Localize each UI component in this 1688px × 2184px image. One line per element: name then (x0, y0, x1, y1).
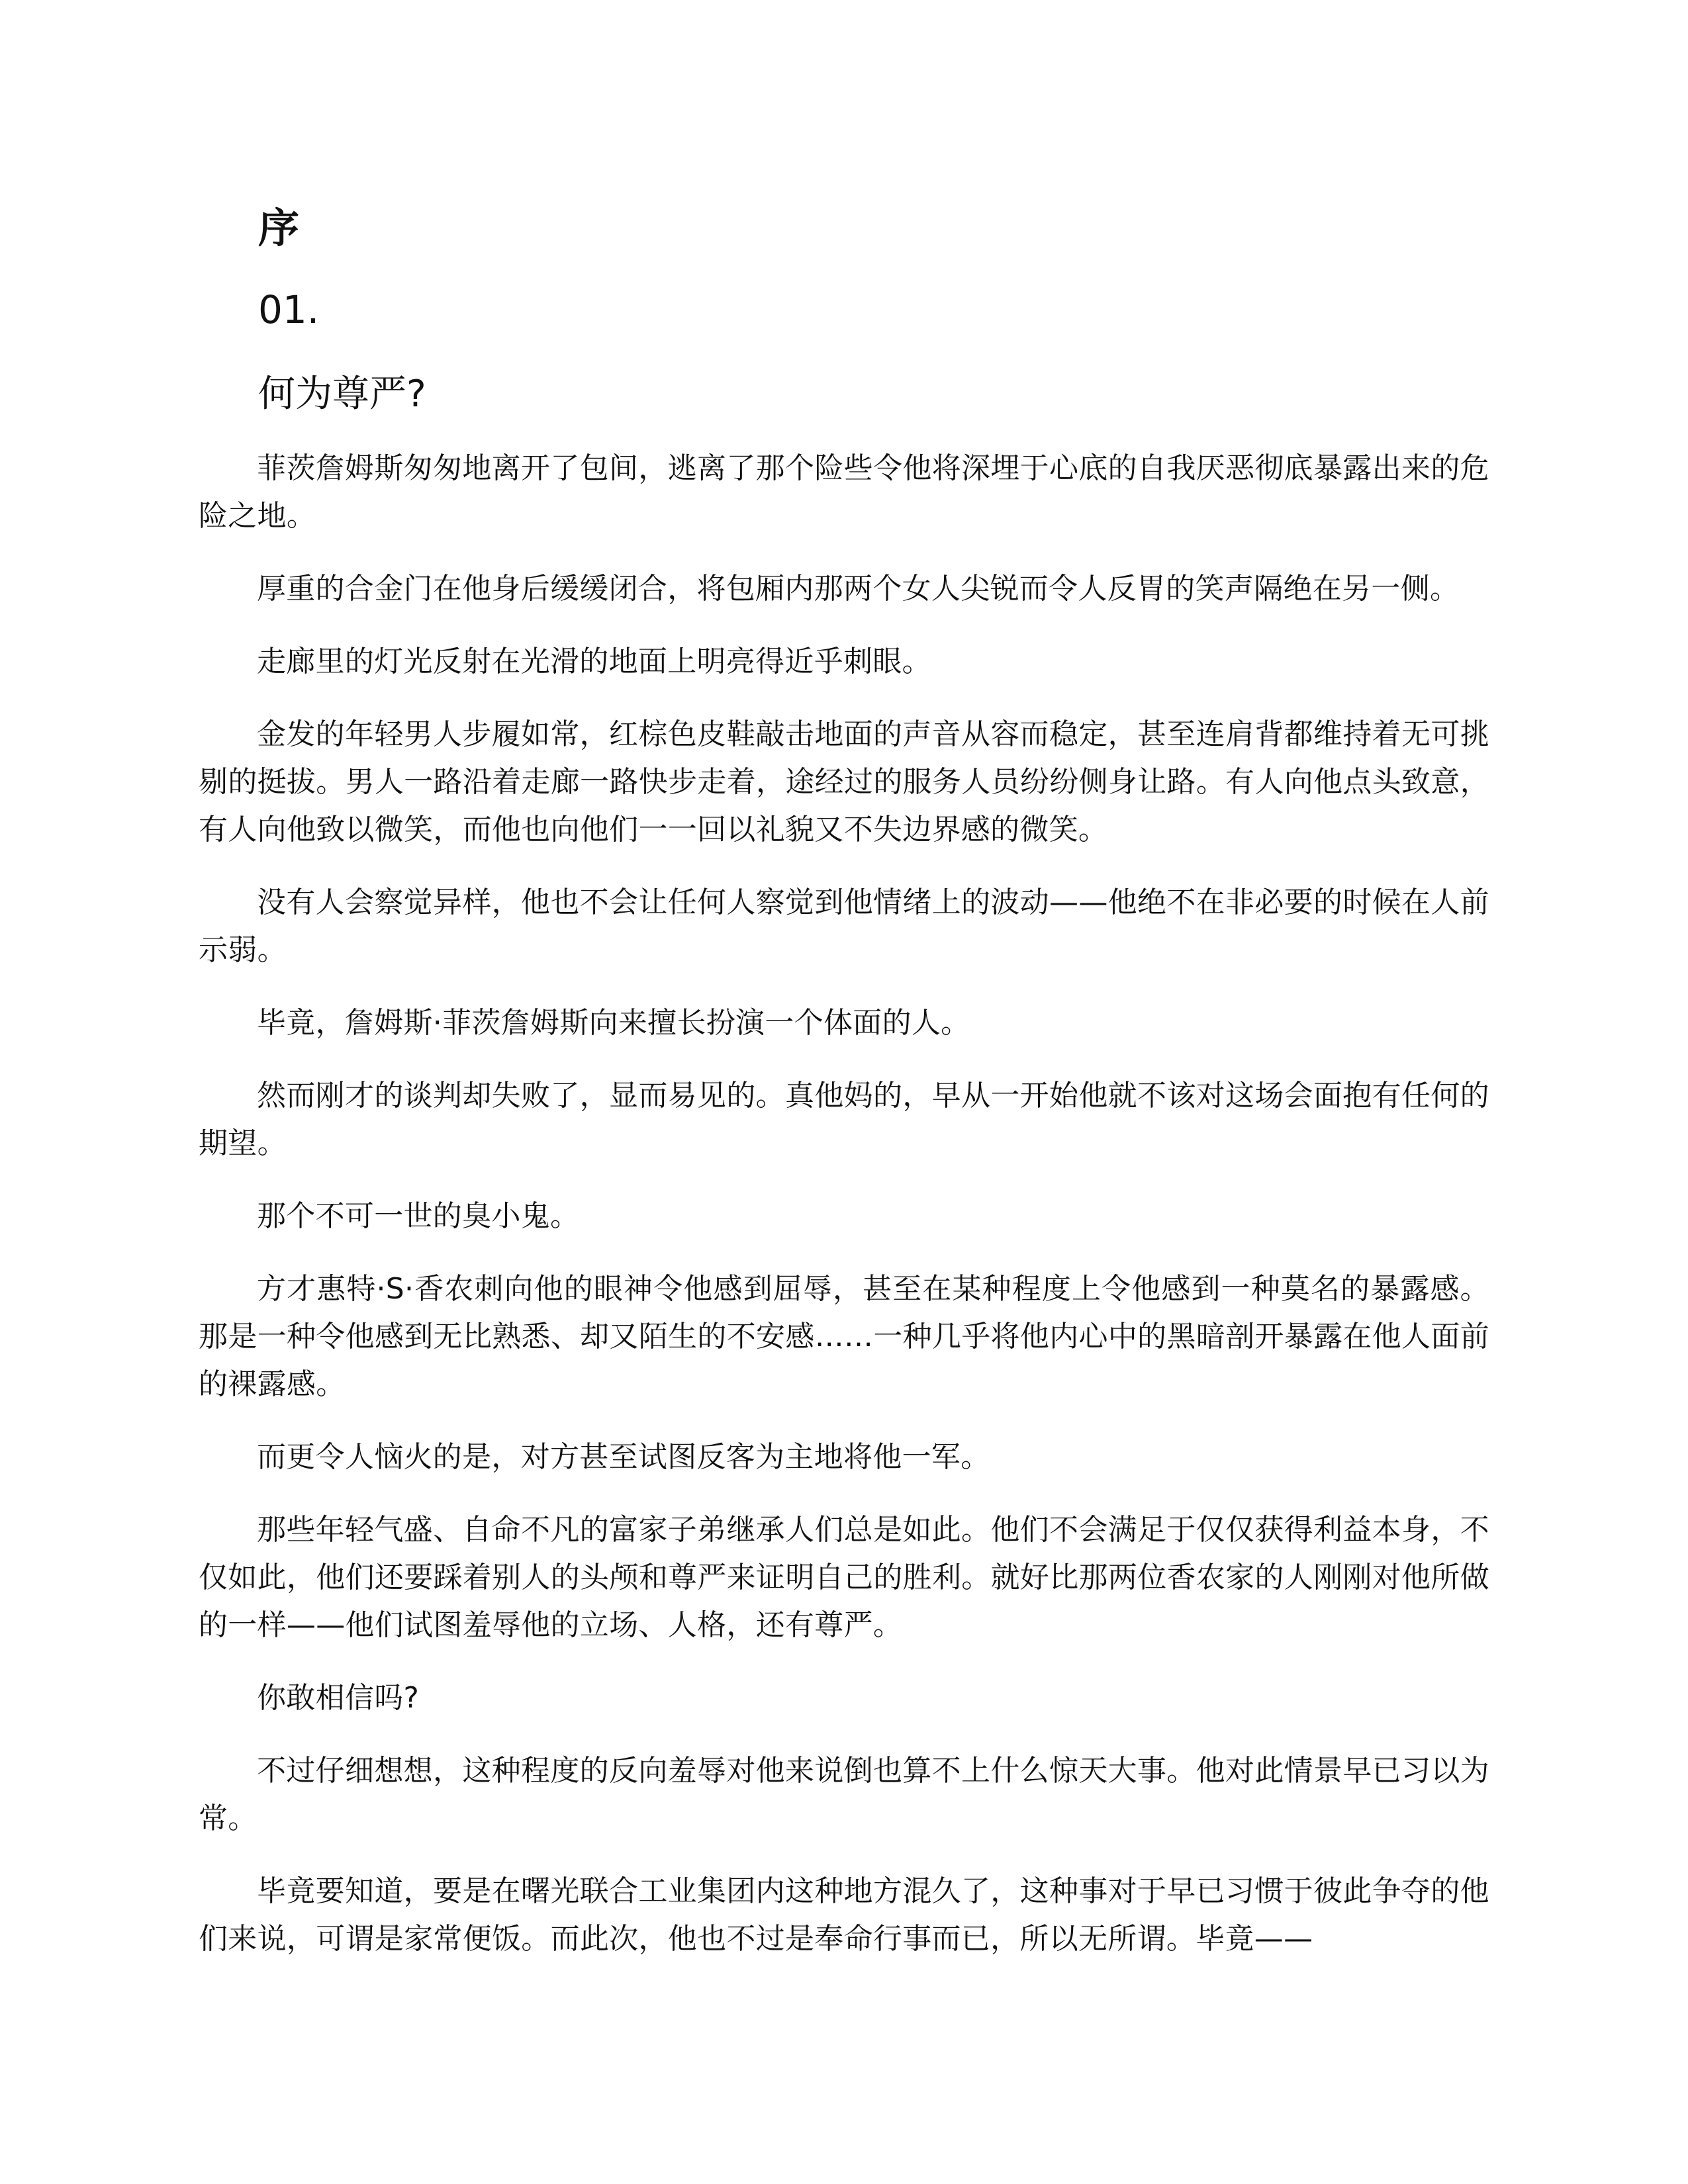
paragraph: 那个不可一世的臭小鬼。 (257, 1199, 580, 1233)
section-number: 01. (258, 287, 320, 332)
paragraph: 你敢相信吗? (257, 1681, 420, 1715)
paragraph: 菲茨詹姆斯匆匆地离开了包间，逃离了那个险些令他将深埋于心底的自我厌恶彻底暴露出来的危险之地。 (199, 451, 1489, 533)
document-page (199, 192, 1489, 1988)
chapter-title: 序 (258, 204, 300, 252)
paragraph: 毕竟要知道，要是在曙光联合工业集团内这种地方混久了，这种事对于早已习惯于彼此争夺的他们来说，可谓是家常便饭。而此次，他也不过是奉命行事而已，所以无所谓。毕竟—— (199, 1874, 1489, 1956)
paragraph: 毕竟，詹姆斯·菲茨詹姆斯向来擅长扮演一个体面的人。 (257, 1006, 970, 1040)
paragraph: 走廊里的灯光反射在光滑的地面上明亮得近乎刺眼。 (257, 645, 931, 678)
paragraph: 不过仔细想想，这种程度的反向羞辱对他来说倒也算不上什么惊天大事。他对此情景早已习以为常。 (199, 1754, 1489, 1835)
paragraph: 那些年轻气盛、自命不凡的富家子弟继承人们总是如此。他们不会满足于仅仅获得利益本身，不仅如此，他们还要踩着别人的头颅和尊严来证明自己的胜利。就好比那两位香农家的人刚刚对他所做的一样——他们试图羞辱他的立场、人格，还有尊严。 (199, 1513, 1489, 1642)
body-text (199, 445, 1489, 1963)
paragraph: 金发的年轻男人步履如常，红棕色皮鞋敲击地面的声音从容而稳定，甚至连肩背都维持着无可挑剔的挺拔。男人一路沿着走廊一路快步走着，途经过的服务人员纷纷侧身让路。有人向他点头致意，有人向他致以微笑，而他也向他们一一回以礼貌又不失边界感的微笑。 (199, 717, 1489, 846)
paragraph: 没有人会察觉异样，他也不会让任何人察觉到他情绪上的波动——他绝不在非必要的时候在人前示弱。 (199, 886, 1489, 967)
paragraph: 而更令人恼火的是，对方甚至试图反客为主地将他一军。 (257, 1440, 990, 1474)
paragraph: 厚重的合金门在他身后缓缓闭合，将包厢内那两个女人尖锐而令人反胃的笑声隔绝在另一侧。 (257, 572, 1460, 606)
section-heading: 何为尊严? (258, 373, 426, 416)
paragraph: 然而刚才的谈判却失败了，显而易见的。真他妈的，早从一开始他就不该对这场会面抱有任何的期望。 (199, 1079, 1489, 1160)
paragraph: 方才惠特·S·香农刺向他的眼神令他感到屈辱，甚至在某种程度上令他感到一种莫名的暴露感。那是一种令他感到无比熟悉、却又陌生的不安感……一种几乎将他内心中的黑暗剖开暴露在他人面前的裸露感。 (199, 1272, 1489, 1401)
